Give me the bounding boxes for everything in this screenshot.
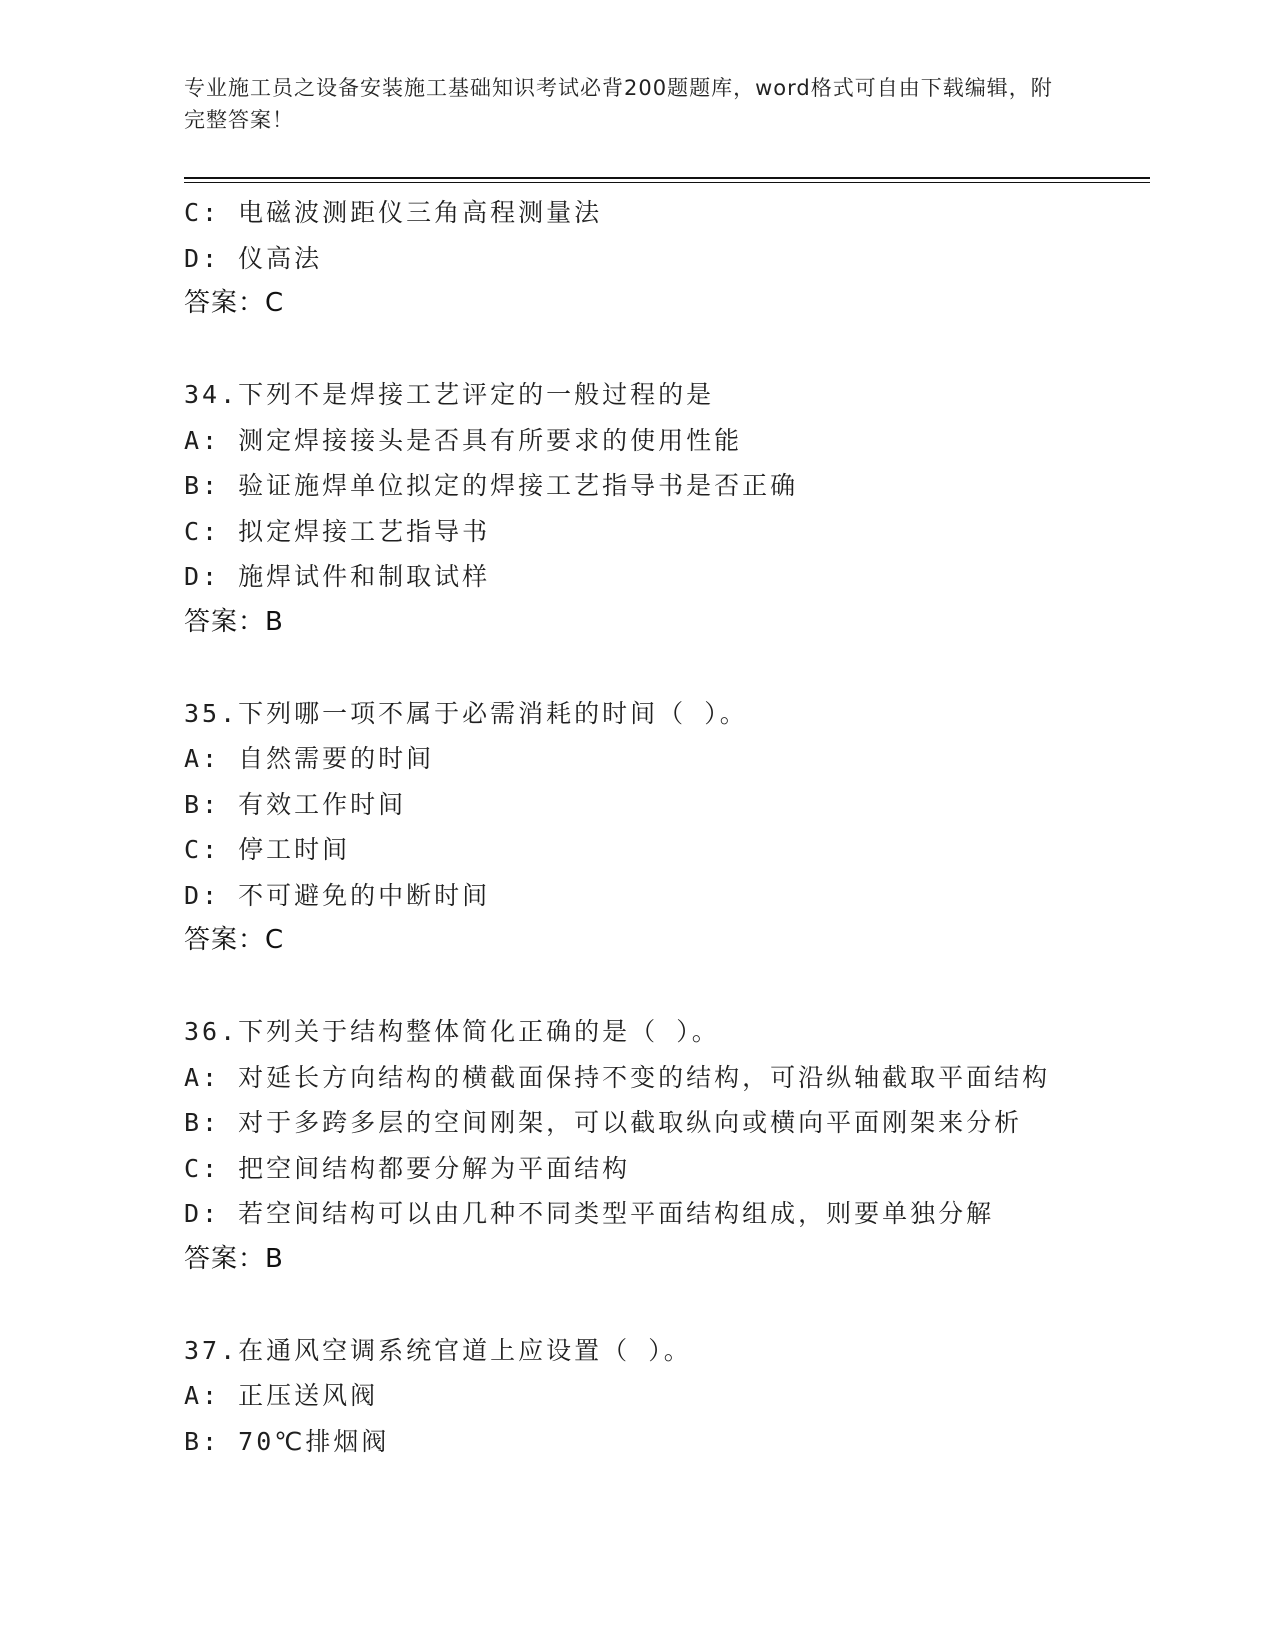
question-text: 36.下列关于结构整体简化正确的是（ ）。	[184, 1017, 720, 1046]
option-d: D: 仪高法	[184, 243, 323, 273]
option-c: C: 把空间结构都要分解为平面结构	[184, 1153, 631, 1183]
option-b: B: 验证施焊单位拟定的焊接工艺指导书是否正确	[184, 471, 799, 500]
option-a: A: 对延长方向结构的横截面保持不变的结构，可沿纵轴截取平面结构	[184, 1062, 1051, 1092]
option-a: A: 正压送风阀	[184, 1381, 379, 1410]
option-d: D: 施焊试件和制取试样	[184, 562, 491, 591]
option-c: C: 电磁波测距仪三角高程测量法	[184, 198, 603, 227]
option-a: A: 自然需要的时间	[184, 744, 435, 773]
question-text: 35.下列哪一项不属于必需消耗的时间（ ）。	[184, 698, 748, 728]
question-block-34	[184, 372, 1150, 645]
header-divider-thick	[184, 177, 1150, 179]
question-block-continued	[184, 190, 1150, 327]
option-d: D: 若空间结构可以由几种不同类型平面结构组成，则要单独分解	[184, 1199, 995, 1228]
header-divider-thin	[184, 182, 1150, 183]
question-block-35	[184, 691, 1150, 964]
option-c: C: 停工时间	[184, 835, 351, 864]
question-list	[184, 190, 1150, 1464]
option-b: B: 对于多跨多层的空间刚架，可以截取纵向或横向平面刚架来分析	[184, 1108, 1023, 1137]
answer-line: 答案：B	[184, 606, 284, 637]
question-text: 34.下列不是焊接工艺评定的一般过程的是	[184, 380, 715, 409]
question-block-36	[184, 1009, 1150, 1282]
option-b: B: 有效工作时间	[184, 789, 407, 819]
answer-line: 答案：C	[184, 925, 285, 955]
header-title: 专业施工员之设备安装施工基础知识考试必背200题题库，word格式可自由下载编辑，附完整答案！	[184, 76, 1053, 132]
option-b: B: 70℃排烟阀	[184, 1426, 390, 1456]
question-text: 37.在通风空调系统官道上应设置（ ）。	[184, 1335, 692, 1365]
option-c: C: 拟定焊接工艺指导书	[184, 516, 491, 546]
option-a: A: 测定焊接接头是否具有所要求的使用性能	[184, 425, 743, 455]
question-block-37	[184, 1328, 1150, 1465]
option-d: D: 不可避免的中断时间	[184, 880, 491, 910]
document-header	[184, 72, 1064, 136]
answer-line: 答案：C	[184, 288, 285, 318]
answer-line: 答案：B	[184, 1243, 284, 1274]
